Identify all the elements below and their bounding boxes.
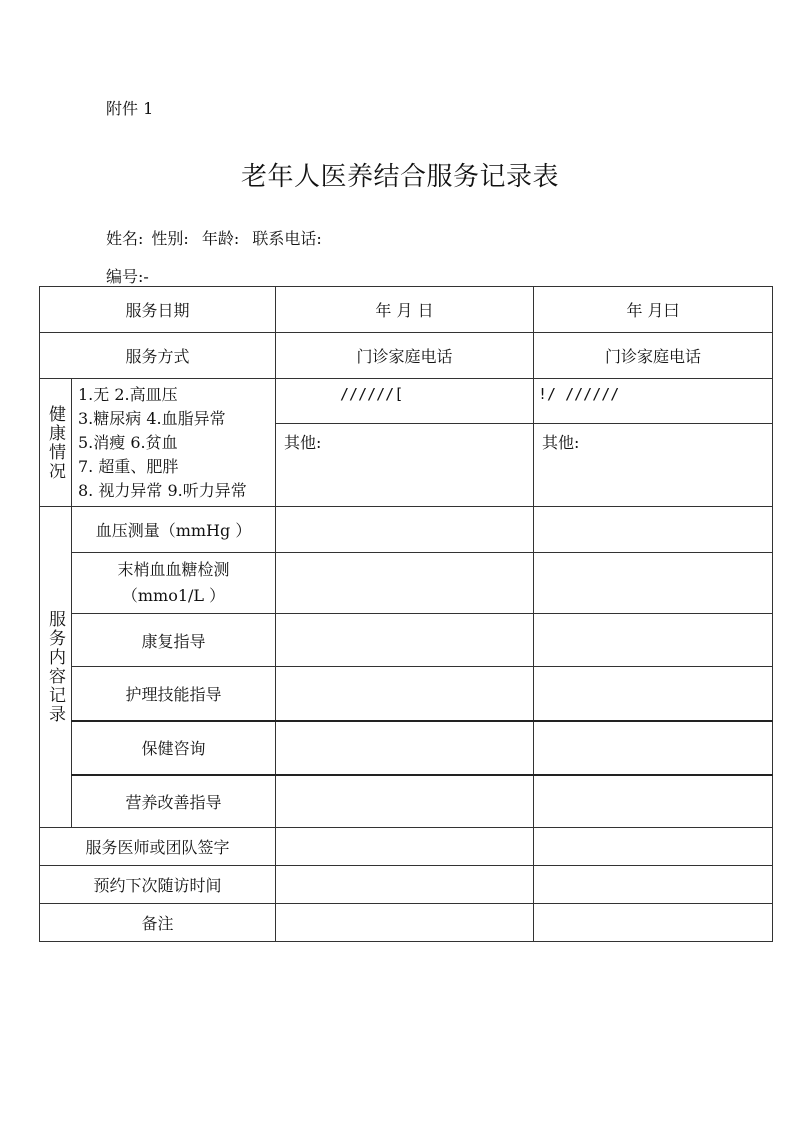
service-date-row (40, 287, 773, 333)
health-other-cell-2[interactable]: 其他: (534, 424, 773, 507)
health-label-text: 健康情况 (45, 404, 65, 481)
health-marks-cell-1[interactable]: //////[ (276, 379, 534, 424)
nursing-row (40, 667, 773, 721)
service-mode-label: 服务方式 (40, 333, 276, 379)
glucose-cell-1[interactable] (276, 553, 534, 614)
health-option-line: 7. 超重、肥胖 (78, 457, 179, 476)
remarks-cell-2[interactable] (534, 904, 773, 942)
nutrition-cell-2[interactable] (534, 775, 773, 828)
service-date-cell-2[interactable]: 年 月曰 (534, 287, 773, 333)
next-visit-row (40, 866, 773, 904)
service-mode-cell-2[interactable]: 门诊家庭电话 (534, 333, 773, 379)
glucose-label-line2: （mmo1/L ） (121, 586, 226, 605)
service-mode-cell-1[interactable]: 门诊家庭电话 (276, 333, 534, 379)
rehab-cell-2[interactable] (534, 614, 773, 667)
page-title: 老年人医养结合服务记录表 (240, 162, 559, 192)
glucose-cell-2[interactable] (534, 553, 773, 614)
health-options (72, 379, 276, 507)
nursing-label: 护理技能指导 (72, 667, 276, 721)
health-option-line: 8. 视力异常 9.听力异常 (78, 481, 247, 500)
glucose-label (72, 553, 276, 614)
bp-cell-1[interactable] (276, 507, 534, 553)
service-record-table (39, 286, 773, 942)
signature-cell-2[interactable] (534, 828, 773, 866)
signature-cell-1[interactable] (276, 828, 534, 866)
bp-row (40, 507, 773, 553)
health-other-cell-1[interactable]: 其他: (276, 424, 534, 507)
attachment-label: 附件 1 (106, 99, 154, 118)
next-visit-label: 预约下次随访时间 (40, 866, 276, 904)
rehab-label: 康复指导 (72, 614, 276, 667)
health-option-line: 5.消瘦 6.贫血 (78, 433, 178, 452)
remarks-cell-1[interactable] (276, 904, 534, 942)
remarks-label: 备注 (40, 904, 276, 942)
service-mode-row (40, 333, 773, 379)
health-option-line: 1.无 2.高皿压 (78, 385, 178, 404)
service-date-cell-1[interactable]: 年 月 日 (276, 287, 534, 333)
age-label: 年龄: (201, 229, 240, 248)
glucose-row (40, 553, 773, 614)
record-code-label: 编号:- (106, 267, 149, 286)
gender-label: 性别: (151, 229, 189, 248)
next-visit-cell-1[interactable] (276, 866, 534, 904)
nursing-cell-1[interactable] (276, 667, 534, 721)
signature-label: 服务医师或团队签字 (40, 828, 276, 866)
phone-label: 联系电话: (252, 229, 322, 248)
health-consult-cell-1[interactable] (276, 721, 534, 775)
glucose-label-line1: 末梢血血糖检测 (117, 560, 230, 579)
health-marks-cell-2[interactable]: !/ ////// (534, 379, 773, 424)
next-visit-cell-2[interactable] (534, 866, 773, 904)
nutrition-cell-1[interactable] (276, 775, 534, 828)
health-section-label (40, 379, 72, 507)
remarks-row (40, 904, 773, 942)
nutrition-row (40, 775, 773, 828)
health-consult-cell-2[interactable] (534, 721, 773, 775)
personal-info-line (106, 226, 330, 249)
service-content-section-label (40, 507, 72, 828)
bp-label: 血压测量（mmHg ） (72, 507, 276, 553)
rehab-row (40, 614, 773, 667)
rehab-cell-1[interactable] (276, 614, 534, 667)
nutrition-label: 营养改善指导 (72, 775, 276, 828)
bp-cell-2[interactable] (534, 507, 773, 553)
health-row-top (40, 379, 773, 424)
nursing-cell-2[interactable] (534, 667, 773, 721)
service-content-label-text: 服务内容记录 (45, 610, 65, 724)
health-consult-row (40, 721, 773, 775)
service-date-label: 服务日期 (40, 287, 276, 333)
health-option-line: 3.糖尿病 4.血脂异常 (78, 409, 226, 428)
name-label: 姓名: (106, 229, 144, 248)
signature-row (40, 828, 773, 866)
health-consult-label: 保健咨询 (72, 721, 276, 775)
